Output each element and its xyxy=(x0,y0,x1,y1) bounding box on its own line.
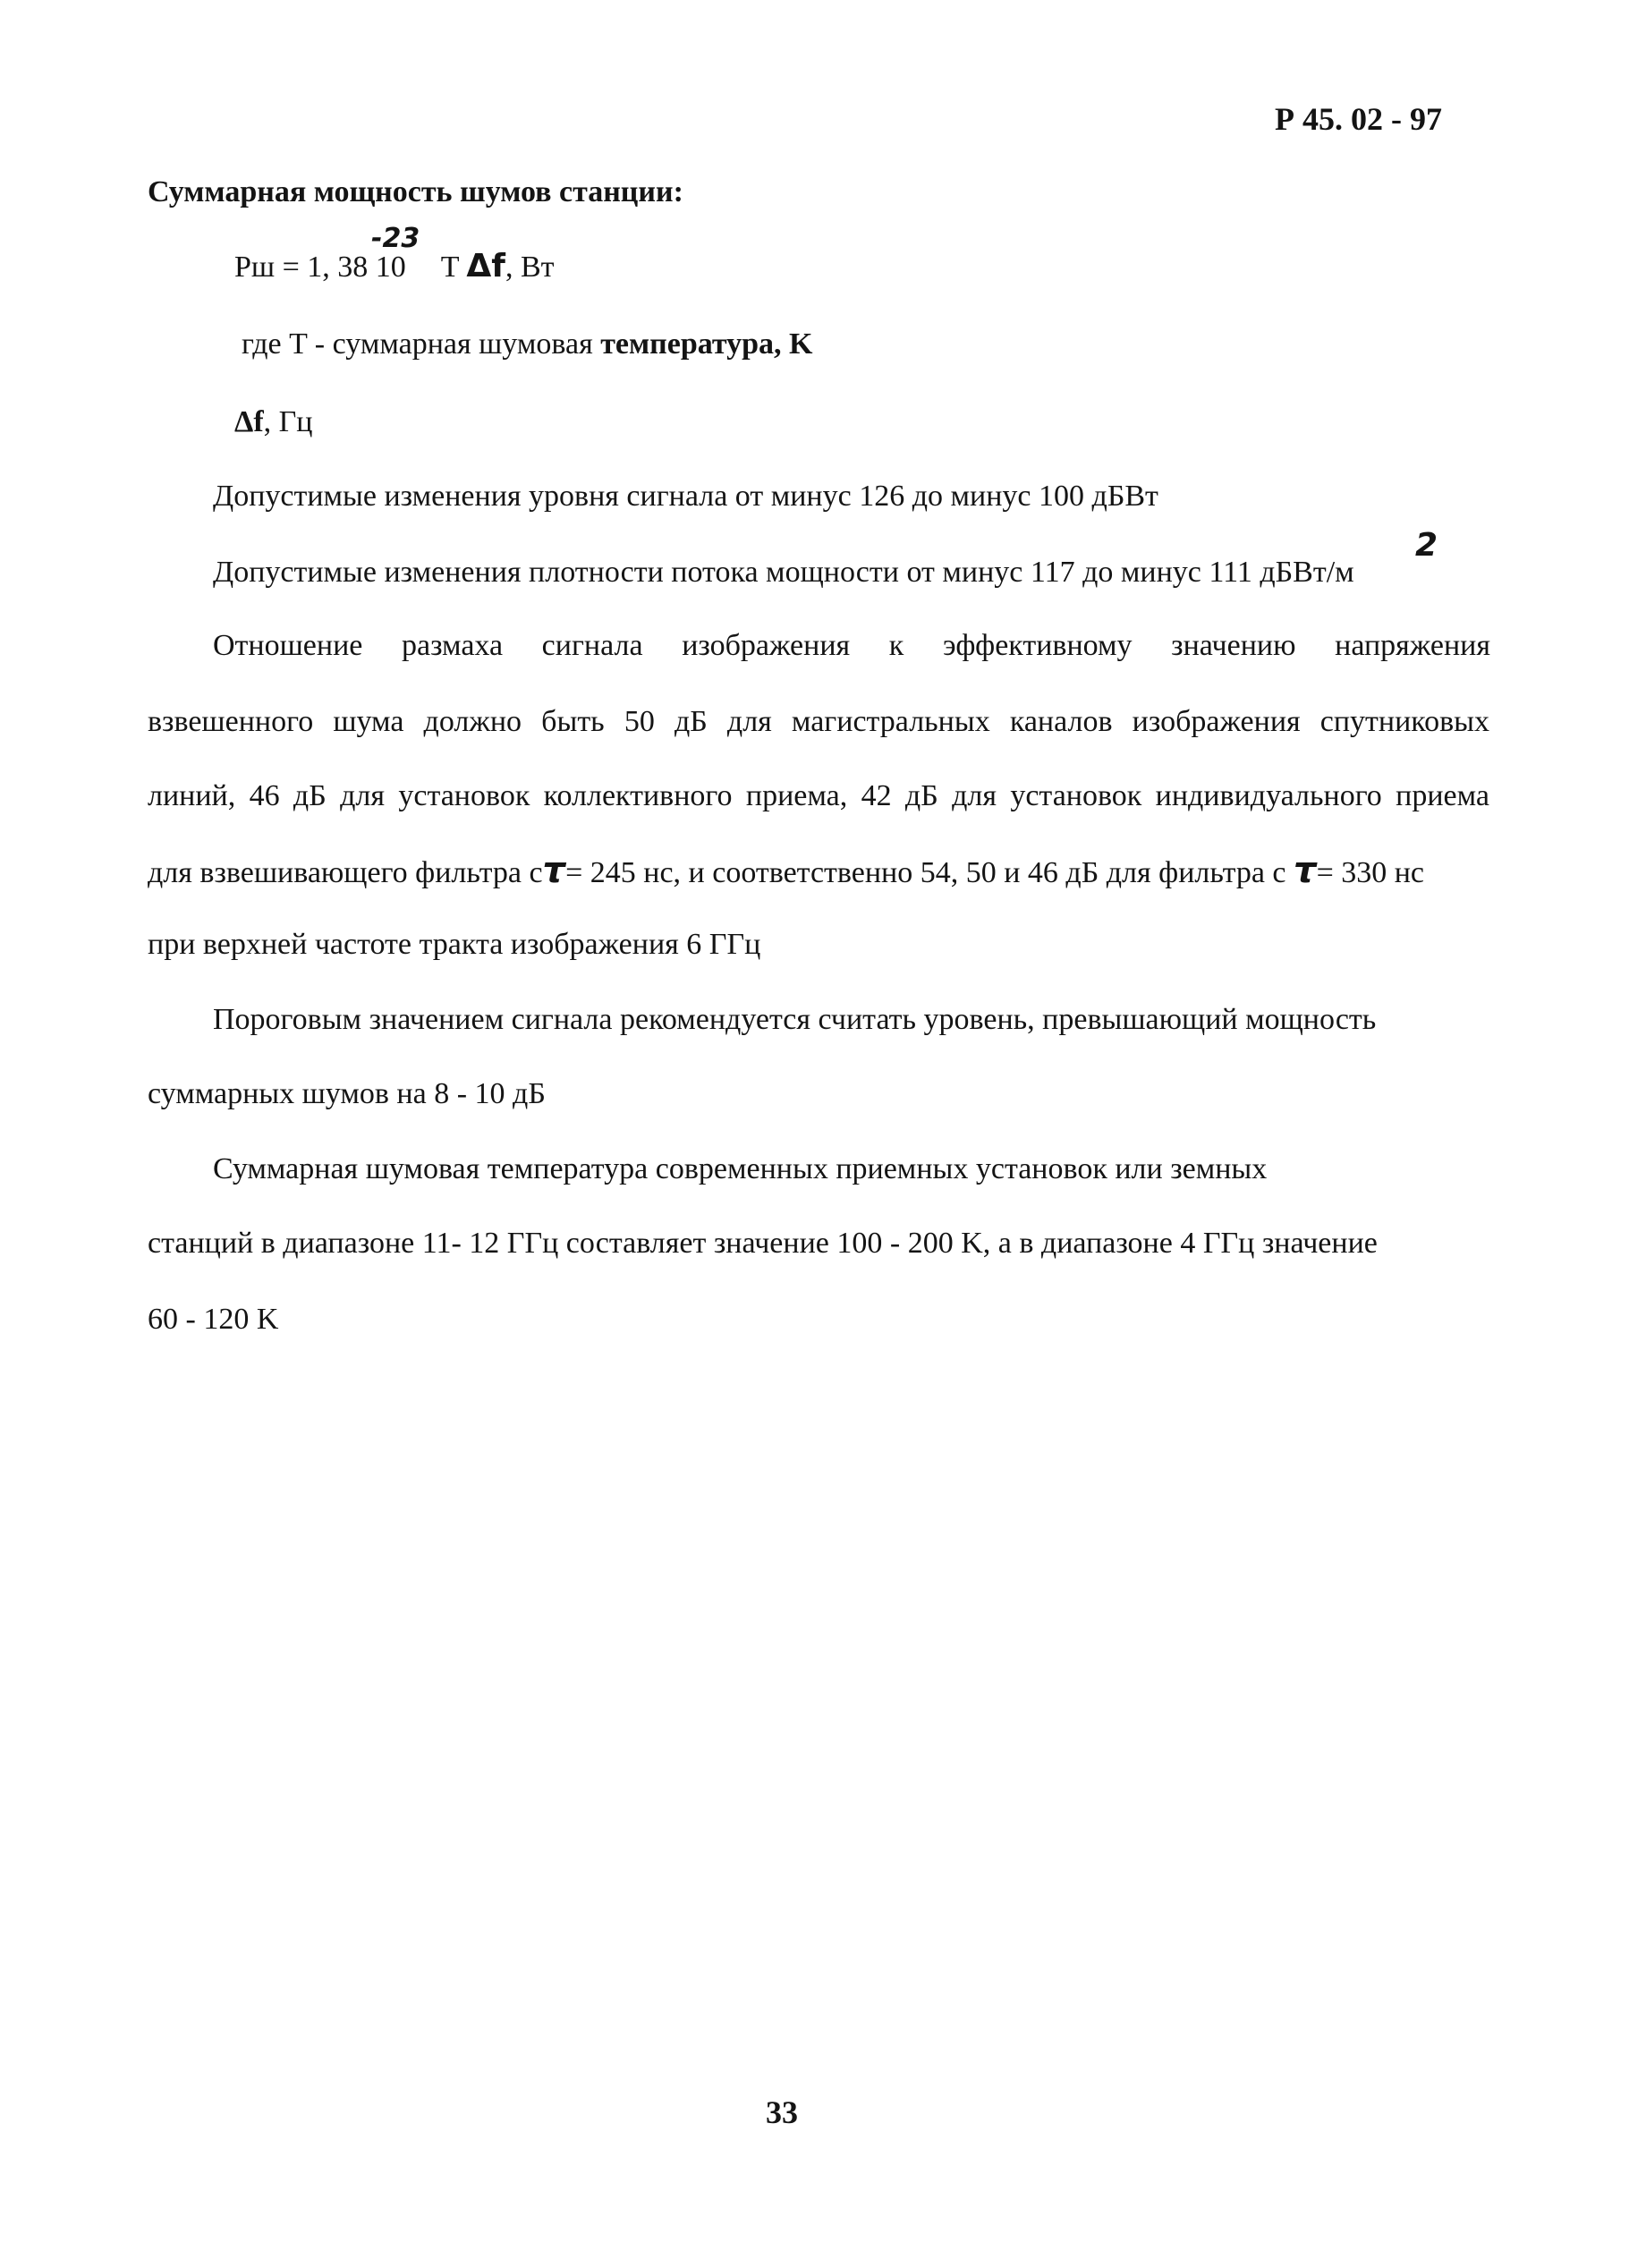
document-number: Р 45. 02 - 97 xyxy=(1275,101,1442,137)
ratio-paragraph-line-2: взвешенного шума должно быть 50 дБ для магистральных каналов изображения спутниковых xyxy=(148,705,1489,738)
bandwidth-definition xyxy=(234,404,313,440)
ratio-paragraph-line-5: при верхней частоте тракта изображения 6 ГГц xyxy=(148,928,761,961)
threshold-paragraph-line-1: Пороговым значением сигнала рекомендуется считать уровень, превышающий мощность xyxy=(213,1003,1377,1036)
tau-symbol: τ xyxy=(542,850,566,891)
threshold-paragraph-line-2: суммарных шумов на 8 - 10 дБ xyxy=(148,1077,546,1110)
temperature-definition-prefix: где T - суммарная шумовая xyxy=(242,327,601,361)
temperature-definition-bold: температура, K xyxy=(600,327,813,361)
flux-density-text: Допустимые изменения плотности потока мощности от минус 117 до минус 111 дБВт/м xyxy=(213,556,1354,589)
formula-temperature: T xyxy=(440,251,459,284)
tau-symbol: τ xyxy=(1294,850,1317,891)
temperature-paragraph-line-2: станций в диапазоне 11- 12 ГГц составляет значение 100 - 200 K, а в диапазоне 4 ГГц значение xyxy=(148,1227,1378,1260)
bandwidth-symbol: Δf xyxy=(234,405,264,438)
formula-lhs: Pш = 1, 38 10 xyxy=(234,251,406,284)
signal-level-range: Допустимые изменения уровня сигнала от минус 126 до минус 100 дБВт xyxy=(213,480,1158,513)
bandwidth-unit: , Гц xyxy=(263,405,313,438)
ratio-paragraph-line-3: линий, 46 дБ для установок коллективного приема, 42 дБ для установок индивидуального приема xyxy=(148,779,1489,812)
ratio-line-4-part-a: для взвешивающего фильтра с xyxy=(148,856,543,889)
flux-density-exponent: 2 xyxy=(1415,527,1438,564)
ratio-line-4-part-b: = 245 нс, и соответственно 54, 50 и 46 дБ для фильтра с xyxy=(565,856,1286,889)
formula-exponent: -23 xyxy=(371,223,420,254)
temperature-paragraph-line-1: Суммарная шумовая температура современных приемных установок или земных xyxy=(213,1152,1268,1185)
ratio-paragraph-line-4 xyxy=(148,850,1425,891)
noise-power-formula xyxy=(234,249,555,285)
ratio-paragraph-line-1: Отношение размаха сигнала изображения к эффективному значению напряжения xyxy=(213,629,1490,662)
section-heading: Суммарная мощность шумов станции: xyxy=(148,175,683,208)
flux-density-range xyxy=(213,555,1354,590)
page-number: 33 xyxy=(766,2094,798,2130)
formula-unit: , Вт xyxy=(505,251,555,284)
formula-delta-f: Δf xyxy=(466,248,505,285)
ratio-line-4-part-c: = 330 нс xyxy=(1316,856,1425,889)
temperature-paragraph-line-3: 60 - 120 K xyxy=(148,1303,279,1336)
temperature-definition xyxy=(242,327,813,362)
